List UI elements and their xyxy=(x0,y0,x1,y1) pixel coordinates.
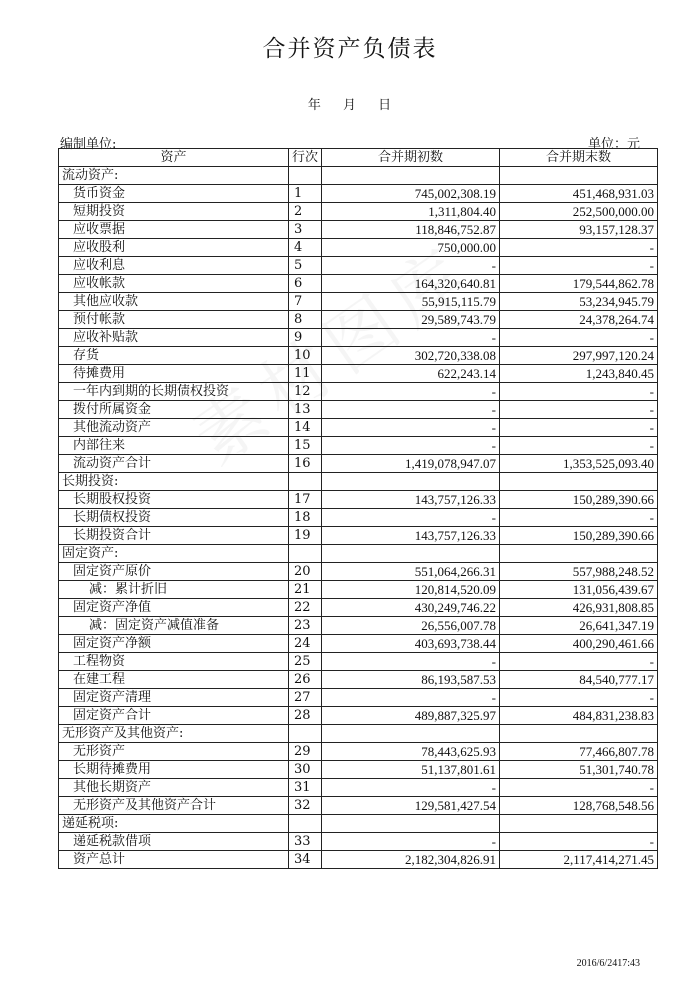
table-body xyxy=(59,167,658,869)
row-begin-value: 86,193,587.53 xyxy=(322,671,500,689)
table-header-row xyxy=(59,149,658,167)
row-begin-value: 120,814,520.09 xyxy=(322,581,500,599)
row-end-value: 557,988,248.52 xyxy=(500,563,658,581)
row-line-no: 34 xyxy=(289,851,322,869)
row-begin-value: - xyxy=(322,509,500,527)
row-line-no: 33 xyxy=(289,833,322,851)
row-label: 固定资产原价 xyxy=(59,563,289,581)
compiler-label: 编制单位: xyxy=(60,137,117,152)
row-label: 应收帐款 xyxy=(59,275,289,293)
row-line-no: 2 xyxy=(289,203,322,221)
date-year: 年 xyxy=(307,98,322,113)
row-line-no: 31 xyxy=(289,779,322,797)
row-label: 递延税款借项 xyxy=(59,833,289,851)
row-label: 应收利息 xyxy=(59,257,289,275)
table-row xyxy=(59,419,658,437)
row-end-value xyxy=(500,815,658,833)
footer-timestamp: 2016/6/2417:43 xyxy=(576,958,640,969)
header-asset: 资产 xyxy=(59,149,289,167)
row-line-no: 21 xyxy=(289,581,322,599)
row-begin-value: - xyxy=(322,383,500,401)
row-begin-value: 118,846,752.87 xyxy=(322,221,500,239)
row-begin-value: - xyxy=(322,437,500,455)
row-label: 固定资产净额 xyxy=(59,635,289,653)
table-row xyxy=(59,167,658,185)
row-end-value: 51,301,740.78 xyxy=(500,761,658,779)
row-end-value: 77,466,807.78 xyxy=(500,743,658,761)
row-end-value: - xyxy=(500,383,658,401)
row-begin-value: 26,556,007.78 xyxy=(322,617,500,635)
table-row xyxy=(59,671,658,689)
row-begin-value: 29,589,743.79 xyxy=(322,311,500,329)
row-begin-value: 489,887,325.97 xyxy=(322,707,500,725)
row-end-value: 400,290,461.66 xyxy=(500,635,658,653)
row-end-value: - xyxy=(500,401,658,419)
row-end-value: - xyxy=(500,509,658,527)
table-row xyxy=(59,581,658,599)
row-label: 长期投资合计 xyxy=(59,527,289,545)
row-end-value: - xyxy=(500,689,658,707)
row-end-value xyxy=(500,545,658,563)
row-label: 长期债权投资 xyxy=(59,509,289,527)
row-end-value: 150,289,390.66 xyxy=(500,491,658,509)
date-month: 月 xyxy=(342,98,357,113)
row-label: 其他应收款 xyxy=(59,293,289,311)
row-line-no: 3 xyxy=(289,221,322,239)
row-begin-value: - xyxy=(322,689,500,707)
row-label: 资产总计 xyxy=(59,851,289,869)
row-label: 在建工程 xyxy=(59,671,289,689)
row-line-no: 20 xyxy=(289,563,322,581)
table-row xyxy=(59,491,658,509)
row-begin-value: 750,000.00 xyxy=(322,239,500,257)
row-line-no: 23 xyxy=(289,617,322,635)
row-begin-value: - xyxy=(322,779,500,797)
row-begin-value: - xyxy=(322,833,500,851)
table-row xyxy=(59,761,658,779)
row-end-value: 93,157,128.37 xyxy=(500,221,658,239)
row-label: 流动资产: xyxy=(59,167,289,185)
table-row xyxy=(59,365,658,383)
row-line-no xyxy=(289,815,322,833)
table-row xyxy=(59,599,658,617)
table-row xyxy=(59,779,658,797)
row-begin-value xyxy=(322,545,500,563)
row-label: 固定资产: xyxy=(59,545,289,563)
row-begin-value: 2,182,304,826.91 xyxy=(322,851,500,869)
table-row xyxy=(59,527,658,545)
row-line-no: 16 xyxy=(289,455,322,473)
row-begin-value: 430,249,746.22 xyxy=(322,599,500,617)
row-line-no: 17 xyxy=(289,491,322,509)
row-line-no: 14 xyxy=(289,419,322,437)
row-line-no: 19 xyxy=(289,527,322,545)
row-line-no: 27 xyxy=(289,689,322,707)
table-row xyxy=(59,473,658,491)
row-end-value: 1,353,525,093.40 xyxy=(500,455,658,473)
table-row xyxy=(59,401,658,419)
row-line-no: 28 xyxy=(289,707,322,725)
table-row xyxy=(59,689,658,707)
row-label: 存货 xyxy=(59,347,289,365)
table-row xyxy=(59,239,658,257)
table-row xyxy=(59,653,658,671)
row-line-no: 12 xyxy=(289,383,322,401)
row-end-value: - xyxy=(500,257,658,275)
row-line-no: 25 xyxy=(289,653,322,671)
row-label: 工程物资 xyxy=(59,653,289,671)
row-begin-value: 745,002,308.19 xyxy=(322,185,500,203)
row-label: 流动资产合计 xyxy=(59,455,289,473)
row-begin-value xyxy=(322,725,500,743)
table-row xyxy=(59,707,658,725)
row-line-no xyxy=(289,473,322,491)
table-row xyxy=(59,815,658,833)
row-label: 固定资产净值 xyxy=(59,599,289,617)
row-line-no: 6 xyxy=(289,275,322,293)
row-line-no: 26 xyxy=(289,671,322,689)
table-row xyxy=(59,833,658,851)
unit-label: 单位：元 xyxy=(587,137,640,152)
table-row xyxy=(59,437,658,455)
row-label: 待摊费用 xyxy=(59,365,289,383)
row-begin-value: 55,915,115.79 xyxy=(322,293,500,311)
table-row xyxy=(59,311,658,329)
row-line-no xyxy=(289,725,322,743)
row-label: 应收股利 xyxy=(59,239,289,257)
table-row xyxy=(59,203,658,221)
row-line-no: 24 xyxy=(289,635,322,653)
row-end-value: 150,289,390.66 xyxy=(500,527,658,545)
row-end-value: - xyxy=(500,329,658,347)
row-begin-value: 51,137,801.61 xyxy=(322,761,500,779)
row-label: 固定资产清理 xyxy=(59,689,289,707)
row-begin-value xyxy=(322,473,500,491)
table-row xyxy=(59,743,658,761)
row-begin-value: - xyxy=(322,257,500,275)
table-row xyxy=(59,383,658,401)
row-begin-value: 403,693,738.44 xyxy=(322,635,500,653)
row-end-value: 426,931,808.85 xyxy=(500,599,658,617)
row-end-value: 2,117,414,271.45 xyxy=(500,851,658,869)
row-begin-value: - xyxy=(322,329,500,347)
row-end-value: 297,997,120.24 xyxy=(500,347,658,365)
row-end-value: 451,468,931.03 xyxy=(500,185,658,203)
row-begin-value: 622,243.14 xyxy=(322,365,500,383)
row-end-value xyxy=(500,167,658,185)
table-row xyxy=(59,635,658,653)
header-end: 合并期末数 xyxy=(500,149,658,167)
row-begin-value xyxy=(322,815,500,833)
row-label: 无形资产及其他资产合计 xyxy=(59,797,289,815)
row-label: 长期待摊费用 xyxy=(59,761,289,779)
table-row xyxy=(59,329,658,347)
row-end-value xyxy=(500,473,658,491)
row-line-no: 11 xyxy=(289,365,322,383)
row-line-no: 5 xyxy=(289,257,322,275)
row-line-no: 9 xyxy=(289,329,322,347)
row-label: 减：固定资产减值准备 xyxy=(59,617,289,635)
row-end-value: 484,831,238.83 xyxy=(500,707,658,725)
table-row xyxy=(59,851,658,869)
row-line-no: 1 xyxy=(289,185,322,203)
row-label: 无形资产 xyxy=(59,743,289,761)
row-label: 拨付所属资金 xyxy=(59,401,289,419)
row-begin-value: 143,757,126.33 xyxy=(322,491,500,509)
row-begin-value: - xyxy=(322,401,500,419)
row-end-value: 131,056,439.67 xyxy=(500,581,658,599)
row-label: 无形资产及其他资产: xyxy=(59,725,289,743)
row-line-no: 8 xyxy=(289,311,322,329)
row-end-value: - xyxy=(500,239,658,257)
row-begin-value: 129,581,427.54 xyxy=(322,797,500,815)
row-end-value: - xyxy=(500,779,658,797)
row-begin-value xyxy=(322,167,500,185)
row-line-no: 7 xyxy=(289,293,322,311)
row-label: 固定资产合计 xyxy=(59,707,289,725)
header-line-no: 行次 xyxy=(289,149,322,167)
row-end-value: - xyxy=(500,419,658,437)
header-begin: 合并期初数 xyxy=(322,149,500,167)
row-end-value: - xyxy=(500,833,658,851)
row-line-no xyxy=(289,167,322,185)
page-title: 合并资产负债表 xyxy=(262,36,438,62)
row-label: 减：累计折旧 xyxy=(59,581,289,599)
row-line-no: 29 xyxy=(289,743,322,761)
row-begin-value: - xyxy=(322,419,500,437)
row-end-value: 1,243,840.45 xyxy=(500,365,658,383)
row-line-no: 30 xyxy=(289,761,322,779)
table-row xyxy=(59,221,658,239)
row-label: 其他流动资产 xyxy=(59,419,289,437)
row-begin-value: - xyxy=(322,653,500,671)
row-begin-value: 551,064,266.31 xyxy=(322,563,500,581)
row-label: 货币资金 xyxy=(59,185,289,203)
row-label: 应收票据 xyxy=(59,221,289,239)
row-end-value: 252,500,000.00 xyxy=(500,203,658,221)
row-label: 长期股权投资 xyxy=(59,491,289,509)
table-row xyxy=(59,617,658,635)
row-line-no: 32 xyxy=(289,797,322,815)
date-day: 日 xyxy=(378,98,393,113)
row-begin-value: 302,720,338.08 xyxy=(322,347,500,365)
row-label: 内部往来 xyxy=(59,437,289,455)
row-end-value: 128,768,548.56 xyxy=(500,797,658,815)
row-label: 短期投资 xyxy=(59,203,289,221)
row-begin-value: 164,320,640.81 xyxy=(322,275,500,293)
balance-sheet-table xyxy=(58,148,658,869)
row-end-value: 179,544,862.78 xyxy=(500,275,658,293)
row-line-no: 15 xyxy=(289,437,322,455)
row-line-no: 10 xyxy=(289,347,322,365)
row-end-value: 53,234,945.79 xyxy=(500,293,658,311)
table-row xyxy=(59,275,658,293)
row-end-value: 26,641,347.19 xyxy=(500,617,658,635)
row-begin-value: 143,757,126.33 xyxy=(322,527,500,545)
table-row xyxy=(59,347,658,365)
row-label: 递延税项: xyxy=(59,815,289,833)
table-row xyxy=(59,185,658,203)
table-row xyxy=(59,257,658,275)
row-end-value xyxy=(500,725,658,743)
row-label: 应收补贴款 xyxy=(59,329,289,347)
row-line-no: 22 xyxy=(289,599,322,617)
date-line xyxy=(0,94,700,113)
row-line-no: 18 xyxy=(289,509,322,527)
row-label: 长期投资: xyxy=(59,473,289,491)
row-label: 预付帐款 xyxy=(59,311,289,329)
table-row xyxy=(59,797,658,815)
row-end-value: - xyxy=(500,653,658,671)
row-label: 其他长期资产 xyxy=(59,779,289,797)
row-label: 一年内到期的长期债权投资 xyxy=(59,383,289,401)
row-line-no: 4 xyxy=(289,239,322,257)
row-end-value: 84,540,777.17 xyxy=(500,671,658,689)
table-row xyxy=(59,293,658,311)
row-begin-value: 1,311,804.40 xyxy=(322,203,500,221)
table-row xyxy=(59,509,658,527)
row-begin-value: 78,443,625.93 xyxy=(322,743,500,761)
row-line-no xyxy=(289,545,322,563)
row-end-value: 24,378,264.74 xyxy=(500,311,658,329)
table-row xyxy=(59,725,658,743)
table-row xyxy=(59,455,658,473)
table-row xyxy=(59,563,658,581)
row-line-no: 13 xyxy=(289,401,322,419)
row-begin-value: 1,419,078,947.07 xyxy=(322,455,500,473)
row-end-value: - xyxy=(500,437,658,455)
table-row xyxy=(59,545,658,563)
